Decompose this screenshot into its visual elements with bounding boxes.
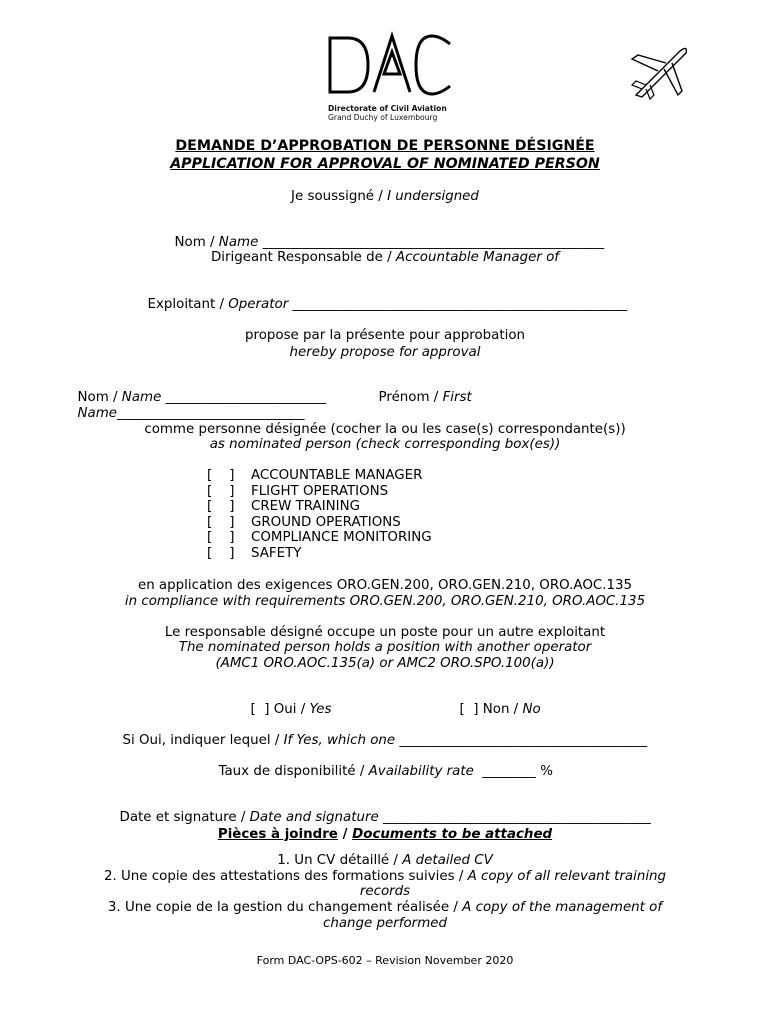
availability-en: Availability rate bbox=[368, 764, 474, 779]
which-fr: Si Oui, indiquer lequel / bbox=[122, 733, 284, 748]
first-name-field[interactable] bbox=[69, 391, 305, 421]
other-operator-ref: (AMC1 ORO.AOC.135(a) or AMC2 ORO.SPO.100(a)) bbox=[215, 656, 555, 671]
checkbox[interactable]: [ ] bbox=[207, 499, 235, 514]
availability-fr: Taux de disponibilité / bbox=[218, 764, 369, 779]
logo-subtitle bbox=[328, 104, 447, 122]
attachments-heading: Pièces à joindre / Documents to be attached bbox=[217, 827, 553, 842]
signature-field[interactable] bbox=[111, 795, 651, 825]
dac-logo-letters bbox=[328, 30, 453, 102]
accountable-fr: Dirigeant Responsable de / bbox=[210, 250, 396, 265]
yes-checkbox[interactable] bbox=[242, 687, 331, 717]
operator-label-fr: Exploitant / bbox=[147, 297, 229, 312]
role-label: FLIGHT OPERATIONS bbox=[251, 484, 389, 499]
role-label: SAFETY bbox=[251, 546, 302, 561]
form-title-fr: DEMANDE D’APPROBATION DE PERSONNE DÉSIGNÉE bbox=[175, 138, 595, 154]
propose-en: hereby propose for approval bbox=[289, 345, 481, 360]
yes-fr: Oui / bbox=[273, 702, 310, 717]
signature-fr: Date et signature / bbox=[119, 810, 250, 825]
attachment-item-2: 2. Une copie des attestations des formations suivies / A copy of all relevant training bbox=[103, 869, 667, 884]
attachments-en: Documents to be attached bbox=[352, 827, 553, 842]
availability-field[interactable] bbox=[210, 749, 553, 779]
no-fr: Non / bbox=[482, 702, 523, 717]
no-checkbox[interactable] bbox=[451, 687, 541, 717]
compliance-en: in compliance with requirements ORO.GEN.200, ORO.GEN.210, ORO.AOC.135 bbox=[124, 594, 646, 609]
role-label: CREW TRAINING bbox=[251, 499, 361, 514]
first-name-fr: Prénom / bbox=[378, 390, 443, 405]
accountable-line bbox=[0, 250, 770, 265]
signature-en: Date and signature bbox=[249, 810, 379, 825]
role-checkbox-safety[interactable] bbox=[207, 546, 301, 561]
which-en: If Yes, which one bbox=[283, 733, 396, 748]
operator-field[interactable] bbox=[139, 282, 627, 312]
compliance-fr: en application des exigences ORO.GEN.200, ORO.GEN.210, ORO.AOC.135 bbox=[137, 578, 633, 593]
name-blank[interactable]: ___________________________________________________ bbox=[258, 235, 605, 250]
checkbox[interactable]: [ ] bbox=[207, 484, 235, 499]
undersigned-en: I undersigned bbox=[387, 189, 479, 204]
yes-box[interactable]: [ ] bbox=[250, 702, 274, 717]
role-label: ACCOUNTABLE MANAGER bbox=[251, 468, 423, 483]
attachment-item-1: 1. Un CV détaillé / A detailed CV bbox=[277, 853, 493, 868]
accountable-en: Accountable Manager of bbox=[395, 250, 560, 265]
checkbox[interactable]: [ ] bbox=[207, 530, 235, 545]
person-name-blank[interactable]: ________________________ bbox=[161, 390, 327, 405]
name-label-en: Name bbox=[218, 235, 259, 250]
first-name-blank[interactable]: ____________________________ bbox=[117, 406, 305, 421]
as-nominated-en: as nominated person (check corresponding box(es)) bbox=[209, 437, 561, 452]
availability-blank[interactable]: ________ % bbox=[473, 764, 553, 779]
no-box[interactable]: [ ] bbox=[459, 702, 483, 717]
logo-subtitle-line2: Grand Duchy of Luxembourg bbox=[328, 113, 438, 122]
form-title-en: APPLICATION FOR APPROVAL OF NOMINATED PERSON bbox=[170, 156, 600, 172]
role-label: COMPLIANCE MONITORING bbox=[251, 530, 432, 545]
airplane-icon bbox=[628, 45, 692, 107]
dac-logo bbox=[328, 30, 453, 106]
operator-blank[interactable]: __________________________________________________ bbox=[288, 297, 628, 312]
role-checkbox-crew-training[interactable] bbox=[207, 499, 360, 514]
checkbox[interactable]: [ ] bbox=[207, 546, 235, 561]
attachment-item-3-cont: change performed bbox=[323, 916, 447, 931]
form-footer: Form DAC-OPS-602 – Revision November 2020 bbox=[256, 954, 514, 967]
checkbox[interactable]: [ ] bbox=[207, 468, 235, 483]
operator-label-en: Operator bbox=[228, 297, 289, 312]
person-name-fr: Nom / bbox=[77, 390, 122, 405]
name-field[interactable] bbox=[166, 220, 604, 250]
role-checkbox-compliance-monitoring[interactable] bbox=[207, 530, 432, 545]
attachment-item-2-cont: records bbox=[359, 884, 411, 899]
signature-blank[interactable]: ________________________________________ bbox=[378, 810, 651, 825]
first-name-label bbox=[370, 375, 472, 405]
checkbox[interactable]: [ ] bbox=[207, 515, 235, 530]
role-checkbox-ground-operations[interactable] bbox=[207, 515, 401, 530]
which-blank[interactable]: _____________________________________ bbox=[395, 733, 648, 748]
undersigned-fr: Je soussigné / bbox=[291, 189, 388, 204]
propose-fr: propose par la présente pour approbation bbox=[244, 328, 526, 343]
role-checkbox-flight-operations[interactable] bbox=[207, 484, 388, 499]
first-name-en: First bbox=[442, 390, 472, 405]
other-operator-fr: Le responsable désigné occupe un poste pour un autre exploitant bbox=[164, 625, 606, 640]
role-checkbox-accountable-manager[interactable] bbox=[207, 468, 422, 483]
undersigned-line bbox=[0, 189, 770, 204]
which-field[interactable] bbox=[114, 718, 647, 748]
yes-en: Yes bbox=[309, 702, 332, 717]
attachments-fr: Pièces à joindre bbox=[217, 827, 338, 842]
first-name-en2: Name bbox=[77, 406, 118, 421]
attachment-item-3: 3. Une copie de la gestion du changement réalisée / A copy of the management of bbox=[107, 900, 663, 915]
as-nominated-fr: comme personne désignée (cocher la ou les case(s) correspondante(s)) bbox=[144, 422, 626, 437]
role-label: GROUND OPERATIONS bbox=[251, 515, 401, 530]
person-name-en: Name bbox=[121, 390, 162, 405]
name-label-fr: Nom / bbox=[174, 235, 219, 250]
logo-subtitle-line1: Directorate of Civil Aviation bbox=[328, 104, 447, 113]
other-operator-en: The nominated person holds a position with another operator bbox=[178, 640, 592, 655]
no-en: No bbox=[522, 702, 541, 717]
